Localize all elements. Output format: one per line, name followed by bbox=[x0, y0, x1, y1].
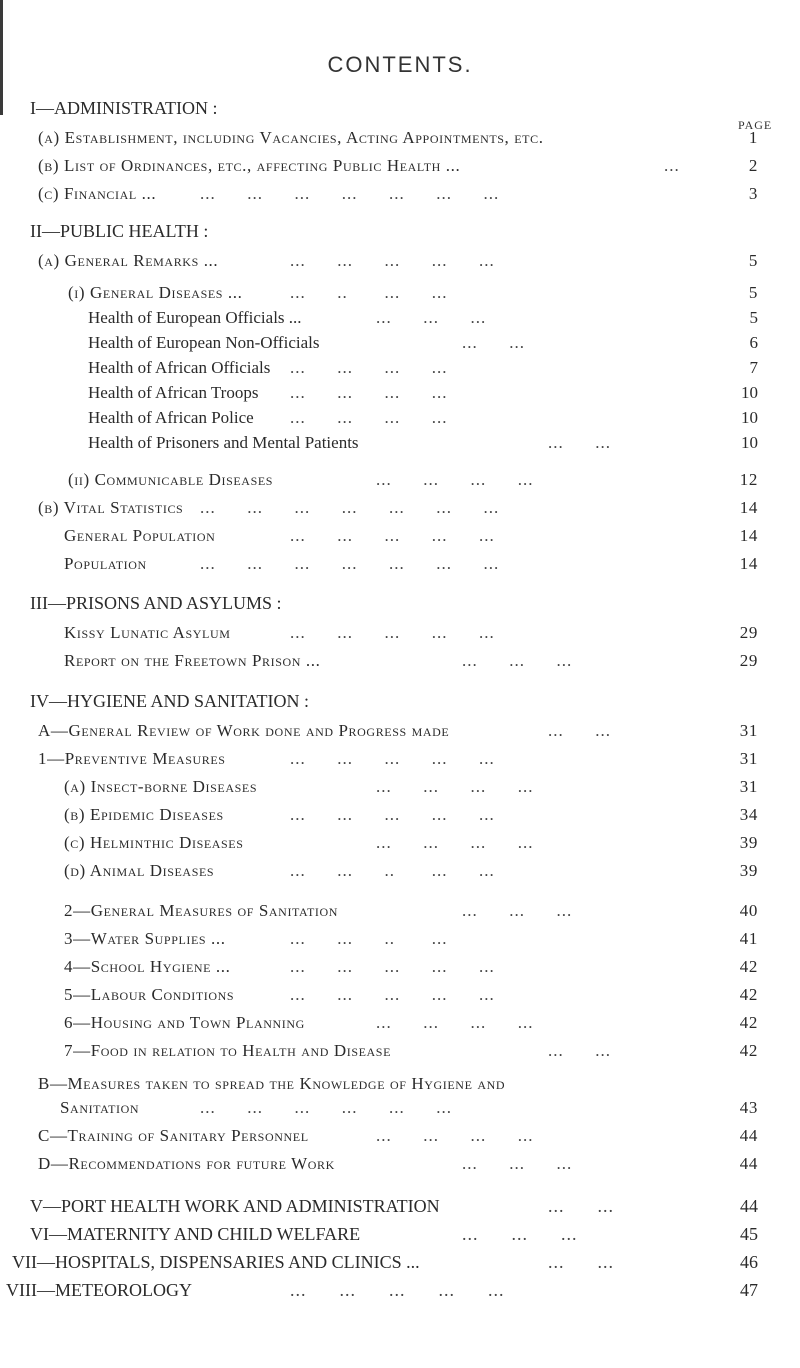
toc-section: III—PRISONS AND ASYLUMS : bbox=[30, 593, 282, 613]
toc-entry: General Population ... ... ... ... ... 14 bbox=[64, 526, 758, 545]
toc-section: IV—HYGIENE AND SANITATION : bbox=[30, 691, 310, 711]
toc-entry: Report on the Freetown Prison ... ... ... ... 29 bbox=[64, 651, 758, 670]
page-column-heading: PAGE bbox=[738, 118, 773, 132]
toc-entry: 6—Housing and Town Planning ... ... ... ... 42 bbox=[64, 1013, 758, 1032]
toc-entry: (d) Animal Diseases ... ... .. ... ... 39 bbox=[64, 861, 758, 880]
toc-entry: Kissy Lunatic Asylum ... ... ... ... ... 29 bbox=[64, 623, 758, 642]
toc-section: VIII—METEOROLOGY ... ... ... ... ... 47 bbox=[6, 1280, 758, 1300]
toc-entry: 3—Water Supplies ... ... ... .. ... 41 bbox=[64, 929, 758, 948]
toc-section: I—ADMINISTRATION : bbox=[30, 98, 218, 118]
toc-entry: Health of European Officials ... ... ... ... 5 bbox=[88, 308, 758, 327]
toc-entry: 2—General Measures of Sanitation ... ... ... 40 bbox=[64, 901, 758, 920]
toc-entry: (ii) Communicable Diseases ... ... ... ... 12 bbox=[68, 470, 758, 489]
toc-entry: Sanitation ... ... ... ... ... ... 43 bbox=[60, 1098, 758, 1117]
toc-section: II—PUBLIC HEALTH : bbox=[30, 221, 209, 241]
toc-entry: (b) Epidemic Diseases ... ... ... ... ... 34 bbox=[64, 805, 758, 824]
toc-entry: B—Measures taken to spread the Knowledge of Hygiene and bbox=[38, 1074, 506, 1093]
toc-entry: (a) General Remarks ... ... ... ... ... ... 5 bbox=[38, 251, 758, 270]
toc-entry: C—Training of Sanitary Personnel ... ... ... ... 44 bbox=[38, 1126, 758, 1145]
toc-entry: Health of African Police ... ... ... ... 10 bbox=[88, 408, 758, 427]
toc-section: V—PORT HEALTH WORK AND ADMINISTRATION ... ... 44 bbox=[30, 1196, 758, 1216]
toc-entry: (b) List of Ordinances, etc., affecting Public Health ... ... 2 bbox=[38, 156, 758, 175]
toc-entry: 4—School Hygiene ... ... ... ... ... ... 42 bbox=[64, 957, 758, 976]
toc-section: VI—MATERNITY AND CHILD WELFARE ... ... ... 45 bbox=[30, 1224, 758, 1244]
toc-entry: 7—Food in relation to Health and Disease ... ... 42 bbox=[64, 1041, 758, 1060]
toc-entry: 1—Preventive Measures ... ... ... ... ... 31 bbox=[38, 749, 758, 768]
toc-section: VII—HOSPITALS, DISPENSARIES AND CLINICS ... ... ... 46 bbox=[12, 1252, 758, 1272]
toc-entry: 5—Labour Conditions ... ... ... ... ... 42 bbox=[64, 985, 758, 1004]
toc-entry: Health of European Non-Officials ... ... 6 bbox=[88, 333, 758, 352]
toc-entry: Health of African Troops ... ... ... ... 10 bbox=[88, 383, 758, 402]
toc-entry: Population ... ... ... ... ... ... ... 14 bbox=[64, 554, 758, 573]
toc-entry: (a) Establishment, including Vacancies, Acting Appointments, etc. 1 bbox=[38, 128, 758, 147]
toc-entry: D—Recommendations for future Work ... ... ... 44 bbox=[38, 1154, 758, 1173]
toc-entry: (i) General Diseases ... ... .. ... ... 5 bbox=[68, 283, 758, 302]
toc-entry: (c) Helminthic Diseases ... ... ... ... 39 bbox=[64, 833, 758, 852]
toc-entry: Health of African Officials ... ... ... ... 7 bbox=[88, 358, 758, 377]
toc-entry: (a) Insect-borne Diseases ... ... ... ... 31 bbox=[64, 777, 758, 796]
toc-entry: (c) Financial ... ... ... ... ... ... ... ... 3 bbox=[38, 184, 758, 203]
toc-entry: (b) Vital Statistics ... ... ... ... ... ... ... 14 bbox=[38, 498, 758, 517]
toc-entry: Health of Prisoners and Mental Patients ... ... 10 bbox=[88, 433, 758, 452]
toc-entry: A—General Review of Work done and Progress made ... ... 31 bbox=[38, 721, 758, 740]
page-title: CONTENTS. bbox=[327, 52, 473, 77]
